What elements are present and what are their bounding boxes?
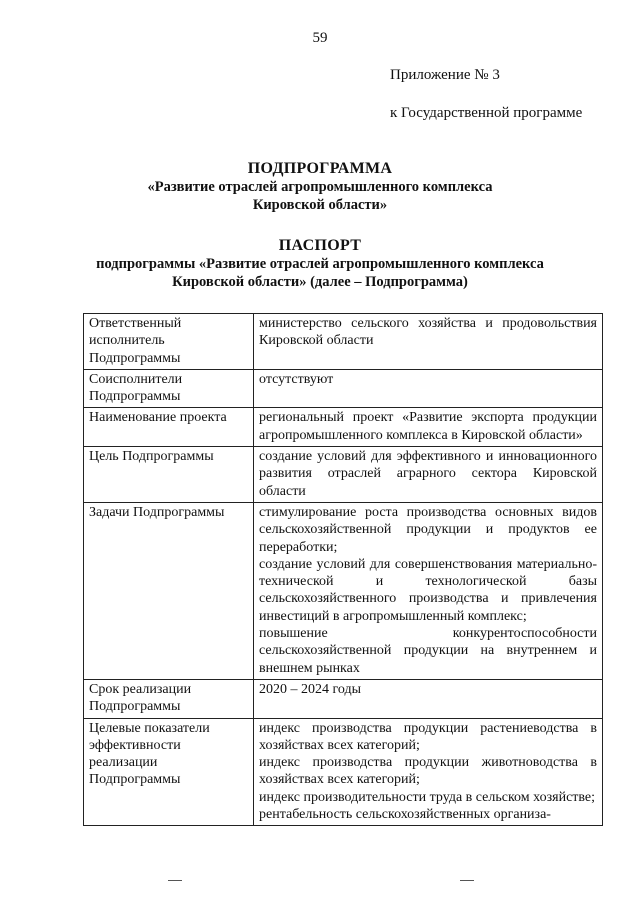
footer-mark-right	[460, 880, 474, 881]
passport-subtitle-line-1: подпрограммы «Развитие отраслей агропромышленного комплекса	[96, 256, 544, 272]
footer-mark-left	[168, 880, 182, 881]
row-value-indicators	[254, 718, 603, 826]
value-line: 2020 – 2024 годы	[259, 681, 362, 697]
value-line: стимулирование роста производства основных видов сельскохозяйственной продукции и продуктов ее переработки;	[259, 504, 597, 555]
table-row	[84, 314, 603, 370]
value-line: индекс производства продукции растениеводства в хозяйствах всех категорий;	[259, 720, 597, 753]
row-label-project: Наименование проекта	[84, 408, 254, 447]
row-value-project	[254, 408, 603, 447]
value-line: министерство сельского хозяйства и продовольствия Кировской области	[259, 316, 597, 349]
table-row	[84, 679, 603, 718]
row-value-responsible	[254, 314, 603, 370]
passport-heading	[0, 237, 640, 291]
value-line: создание условий для эффективного и инновационного развития отраслей аграрного сектора Кировской области	[259, 449, 597, 499]
table-row	[84, 408, 603, 447]
value-line: региональный проект «Развитие экспорта продукции агропромышленного комплекса в Кировской области»	[259, 410, 597, 443]
value-line: создание условий для совершенствования материально-технической и технологической базы сельскохозяйственного производства и привлечения инвестиций в агропромышленный комплекс;	[259, 556, 597, 624]
row-value-tasks	[254, 502, 603, 679]
row-label-responsible: Ответственный исполнитель Подпрограммы	[84, 314, 254, 370]
row-value-coexecutors	[254, 369, 603, 408]
value-line: индекс производства продукции животноводства в хозяйствах всех категорий;	[259, 755, 597, 788]
row-value-goal	[254, 447, 603, 503]
table-row	[84, 369, 603, 408]
subprogram-title: ПОДПРОГРАММА	[247, 160, 393, 177]
row-label-indicators: Целевые показатели эффективности реализации Подпрограммы	[84, 718, 254, 826]
page-number: 59	[312, 30, 328, 46]
table-row	[84, 718, 603, 826]
value-line: индекс производительности труда в сельском хозяйстве;	[259, 789, 596, 805]
row-value-term	[254, 679, 603, 718]
row-label-coexecutors: Соисполнители Подпрограммы	[84, 369, 254, 408]
passport-title: ПАСПОРТ	[278, 237, 362, 254]
table-row	[84, 447, 603, 503]
row-label-term: Срок реализации Подпрограммы	[84, 679, 254, 718]
subprogram-heading	[0, 160, 640, 214]
appendix-reference: к Государственной программе	[390, 105, 583, 121]
passport-subtitle-line-2: Кировской области» (далее – Подпрограмма)	[172, 274, 468, 290]
value-line: отсутствуют	[259, 371, 334, 387]
subprogram-name-line-1: «Развитие отраслей агропромышленного комплекса	[147, 179, 493, 195]
passport-table	[83, 313, 603, 826]
table-row	[84, 502, 603, 679]
appendix-number: Приложение № 3	[390, 67, 500, 83]
row-label-goal: Цель Подпрограммы	[84, 447, 254, 503]
subprogram-name-line-2: Кировской области»	[252, 197, 388, 213]
value-line: повышение конкурентоспособности сельскохозяйственной продукции на внутреннем и внешнем рынках	[259, 626, 597, 676]
row-label-tasks: Задачи Подпрограммы	[84, 502, 254, 679]
value-line: рентабельность сельскохозяйственных организа-	[259, 807, 551, 823]
